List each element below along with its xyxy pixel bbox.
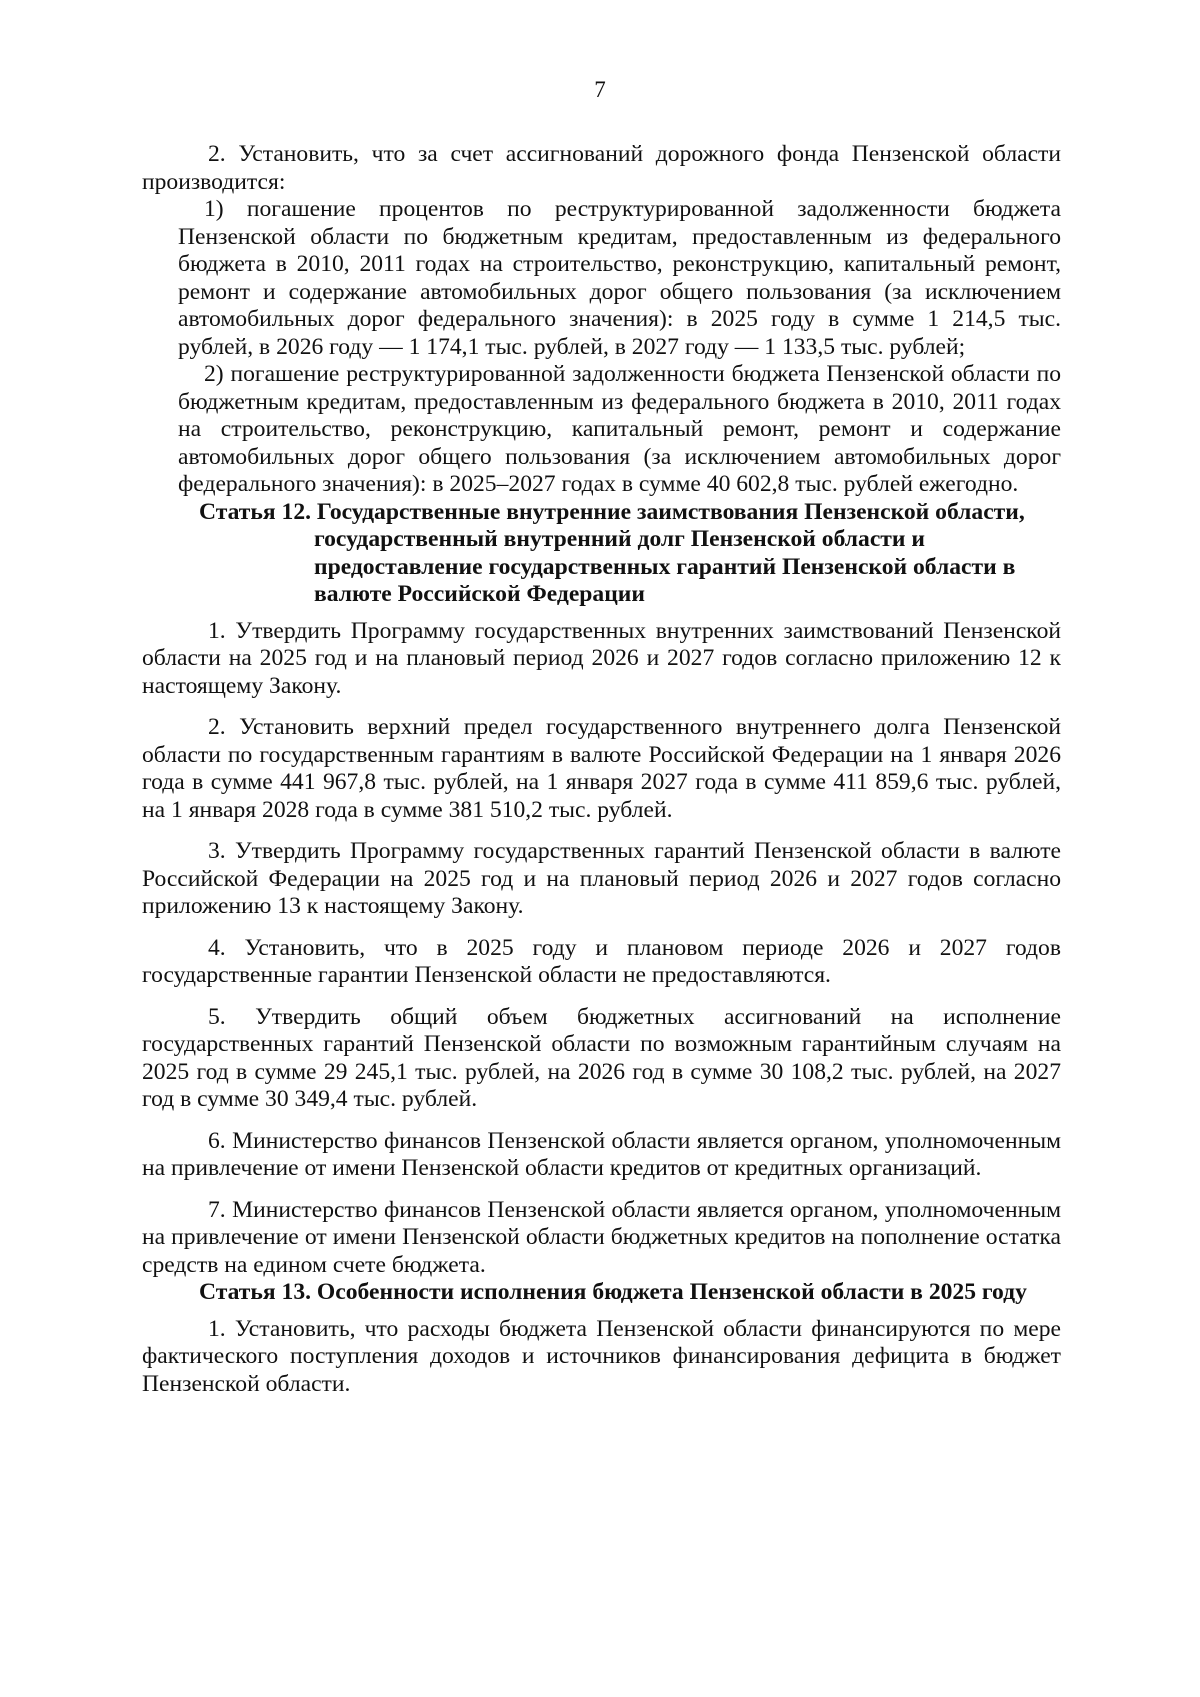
article-12-paragraph-7: 7. Министерство финансов Пензенской области является органом, уполномоченным на привлечение от имени Пензенской области бюджетных кредитов на пополнение остатка средств на едином счете бюджета. — [142, 1196, 1061, 1278]
intro-paragraph-2: 2. Установить, что за счет ассигнований дорожного фонда Пензенской области производится: — [142, 141, 1061, 195]
article-12-paragraph-6: 6. Министерство финансов Пензенской области является органом, уполномоченным на привлечение от имени Пензенской области кредитов от кредитных организаций. — [142, 1127, 1061, 1181]
article-12-paragraph-5: 5. Утвердить общий объем бюджетных ассигнований на исполнение государственных гарантий Пензенской области по возможным гарантийным случаям на 2025 год в сумме 29 245,1 тыс. рублей, на 2026 год в сумме 30 108,2 тыс. рублей, на 2027 год в сумме 30 349,4 тыс. рублей. — [142, 1003, 1061, 1112]
article-12-paragraph-2: 2. Установить верхний предел государственного внутреннего долга Пензенской области по государственным гарантиям в валюте Российской Федерации на 1 января 2026 года в сумме 441 967,8 тыс. рублей, на 1 января 2027 года в сумме 411 859,6 тыс. рублей, на 1 января 2028 года в сумме 381 510,2 тыс. рублей. — [142, 714, 1061, 823]
article-13-heading: Статья 13. Особенности исполнения бюджета Пензенской области в 2025 году — [199, 1279, 1027, 1305]
article-12-paragraph-4: 4. Установить, что в 2025 году и плановом периоде 2026 и 2027 годов государственные гарантии Пензенской области не предоставляются. — [142, 934, 1061, 988]
article-13-paragraph-1: 1. Установить, что расходы бюджета Пензенской области финансируются по мере фактического поступления доходов и источников финансирования дефицита в бюджет Пензенской области. — [142, 1315, 1061, 1397]
page-number: 7 — [594, 77, 606, 102]
intro-subitem-1: 1) погашение процентов по реструктурированной задолженности бюджета Пензенской области по бюджетным кредитам, предоставленным из федерального бюджета в 2010, 2011 годах на строительство, реконструкцию, капитальный ремонт, ремонт и содержание автомобильных дорог общего пользования (за исключением автомобильных дорог федерального значения): в 2025 году в сумме 1 214,5 тыс. рублей, в 2026 году — 1 174,1 тыс. рублей, в 2027 году — 1 133,5 тыс. рублей; — [178, 196, 1061, 360]
article-12-paragraph-1: 1. Утвердить Программу государственных внутренних заимствований Пензенской области на 2025 год и на плановый период 2026 и 2027 годов согласно приложению 12 к настоящему Закону. — [142, 617, 1061, 699]
article-12-paragraph-3: 3. Утвердить Программу государственных гарантий Пензенской области в валюте Российской Федерации на 2025 год и на плановый период 2026 и 2027 годов согласно приложению 13 к настоящему Закону. — [142, 838, 1061, 919]
document-body — [142, 141, 1061, 1398]
article-12-heading: Статья 12. Государственные внутренние заимствования Пензенской области, государственный внутренний долг Пензенской области и предоставление государственных гарантий Пензенской области в валюте Российской Федерации — [199, 498, 1025, 607]
intro-subitem-2: 2) погашение реструктурированной задолженности бюджета Пензенской области по бюджетным кредитам, предоставленным из федерального бюджета в 2010, 2011 годах на строительство, реконструкцию, капитальный ремонт, ремонт и содержание автомобильных дорог общего пользования (за исключением автомобильных дорог федерального значения): в 2025–2027 годах в сумме 40 602,8 тыс. рублей ежегодно. — [178, 361, 1061, 497]
